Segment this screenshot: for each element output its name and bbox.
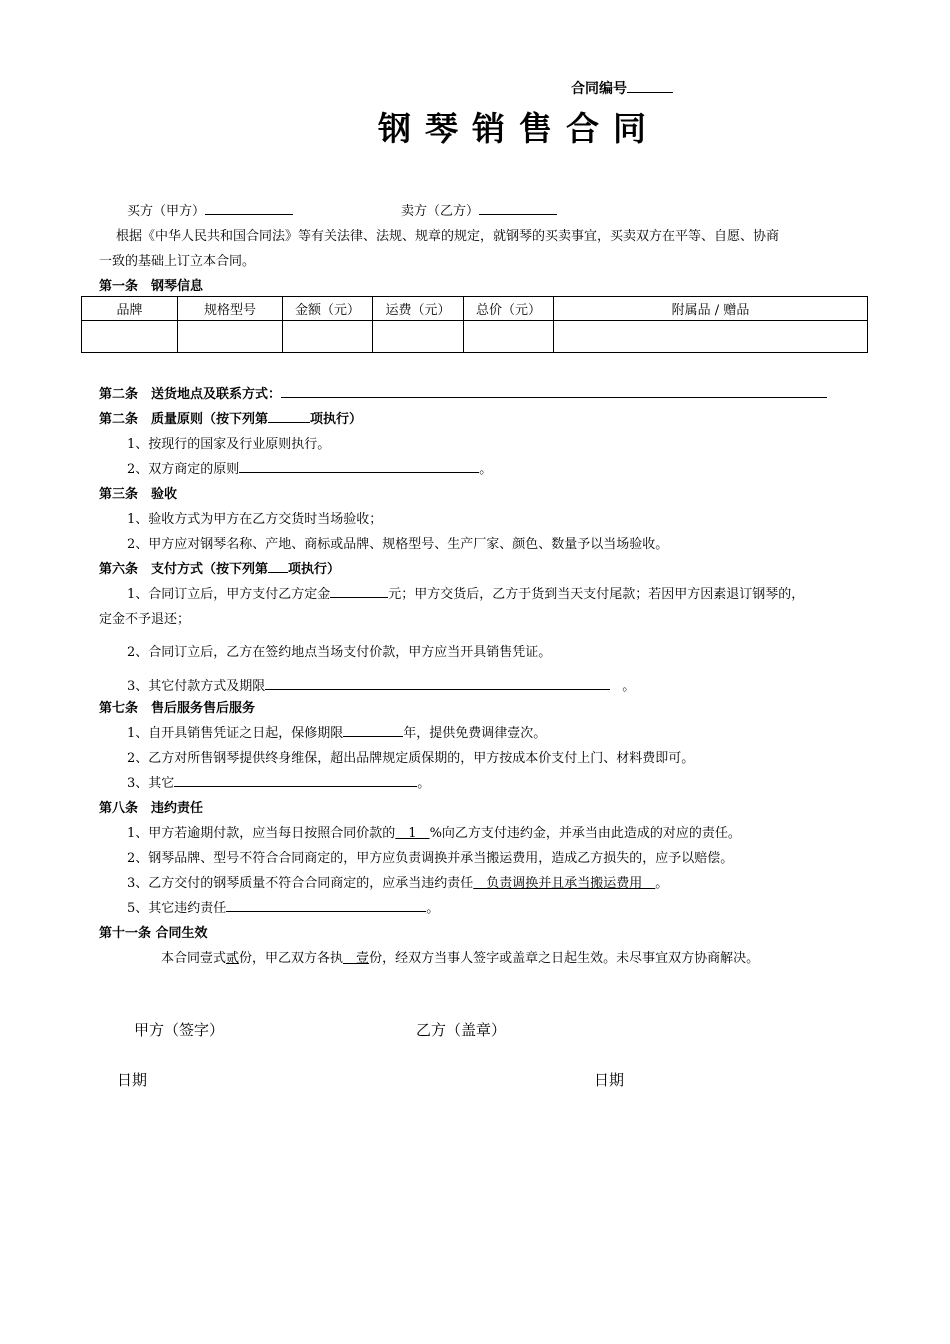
liability-item-1-pre: 1、甲方若逾期付款，应当每日按照合同价款的 (127, 826, 396, 841)
party-b-seal-label: 乙方（盖章） (416, 1021, 507, 1039)
contract-number-blank[interactable] (627, 78, 673, 93)
article-2b-heading (99, 408, 362, 427)
col-accessories: 附属品 / 赠品 (554, 297, 868, 321)
payment-item-3-post: 。 (622, 679, 636, 694)
col-model: 规格型号 (178, 297, 283, 321)
payment-item-3-pre: 3、其它付款方式及期限 (127, 679, 266, 694)
service-item-3-pre: 3、其它 (127, 776, 175, 791)
inspection-item-2: 2、甲方应对钢琴名称、产地、商标或品牌、规格型号、生产厂家、颜色、数量予以当场验收。 (127, 537, 669, 552)
liability-item-5 (127, 897, 439, 916)
service-item-2: 2、乙方对所售钢琴提供终身维保，超出品牌规定质保期的，甲方按成本价支付上门、材料费即可。 (127, 751, 695, 766)
cell-total[interactable] (464, 321, 554, 353)
copies-total[interactable]: 贰 (226, 951, 240, 966)
quality-heading-pre: 第二条 质量原则（按下列第 (99, 412, 269, 427)
delivery-blank[interactable] (281, 383, 827, 398)
payment-heading-pre: 第六条 支付方式（按下列第 (99, 562, 269, 577)
seller-line (401, 200, 557, 219)
contract-number (571, 78, 673, 98)
seller-liability-value[interactable]: 负责调换并且承当搬运费用 (473, 876, 656, 891)
col-amount: 金额（元） (283, 297, 373, 321)
page-title: 钢琴销售合同 (378, 109, 660, 148)
cell-freight[interactable] (373, 321, 464, 353)
liability-other-blank[interactable] (226, 897, 426, 912)
cell-accessories[interactable] (554, 321, 868, 353)
service-item-3-post: 。 (417, 776, 431, 791)
service-item-1-post: 年，提供免费调律壹次。 (403, 726, 547, 741)
effect-text-post: 份，经双方当事人签字或盖章之日起生效。未尽事宜双方协商解决。 (369, 951, 760, 966)
liability-item-5-pre: 5、其它违约责任 (127, 901, 227, 916)
liability-item-2: 2、钢琴品牌、型号不符合合同商定的，甲方应负责调换并承当搬运费用，造成乙方损失的，应予以赔偿。 (127, 851, 734, 866)
service-item-1 (127, 722, 546, 741)
service-other-blank[interactable] (174, 772, 417, 787)
service-item-1-pre: 1、自开具销售凭证之日起，保修期限 (127, 726, 344, 741)
article-7-heading: 第七条 售后服务售后服务 (99, 701, 256, 716)
copies-each[interactable]: 壹 (343, 951, 370, 966)
quality-item-2-pre: 2、双方商定的原则 (127, 462, 240, 477)
payment-item-1-post: 元；甲方交货后，乙方于货到当天支付尾款；若因甲方因素退订钢琴的， (388, 587, 805, 602)
effect-text-pre: 本合同壹式 (161, 951, 227, 966)
cell-model[interactable] (178, 321, 283, 353)
quality-item-2 (127, 458, 492, 477)
service-item-3 (127, 772, 430, 791)
liability-item-5-post: 。 (426, 901, 440, 916)
cell-brand[interactable] (82, 321, 178, 353)
payment-item-3 (127, 675, 635, 694)
payment-item-1 (127, 583, 804, 602)
table-row (82, 321, 868, 353)
payment-other-blank[interactable] (265, 675, 610, 690)
payment-option-blank[interactable] (268, 558, 288, 573)
effect-text-mid: 份，甲乙双方各执 (239, 951, 344, 966)
table-header-row (82, 297, 868, 321)
article-2a-heading: 第二条 送货地点及联系方式： (99, 387, 282, 402)
quality-option-blank[interactable] (268, 408, 310, 423)
effect-text (161, 947, 759, 966)
quality-item-1: 1、按现行的国家及行业原则执行。 (127, 437, 331, 452)
party-b-date-label: 日期 (594, 1071, 625, 1089)
contract-number-label: 合同编号 (571, 81, 627, 97)
liability-item-3-post: 。 (655, 876, 669, 891)
quality-heading-post: 项执行） (310, 412, 363, 427)
article-1-heading: 第一条 钢琴信息 (99, 279, 204, 294)
col-total: 总价（元） (464, 297, 554, 321)
buyer-blank[interactable] (205, 200, 293, 215)
col-freight: 运费（元） (373, 297, 464, 321)
piano-info-table (81, 296, 868, 353)
intro-line-1: 根据《中华人民共和国合同法》等有关法律、法规、规章的规定，就钢琴的买卖事宜，买卖双方在平等、自愿、协商 (116, 229, 780, 244)
quality-item-2-blank[interactable] (239, 458, 479, 473)
article-8-heading: 第八条 违约责任 (99, 801, 204, 816)
late-fee-rate[interactable]: 1 (395, 826, 430, 841)
delivery-line (99, 383, 827, 402)
liability-item-1 (127, 822, 741, 841)
payment-item-2: 2、合同订立后，乙方在签约地点当场支付价款，甲方应当开具销售凭证。 (127, 645, 552, 660)
article-6-heading (99, 558, 340, 577)
party-a-date-label: 日期 (117, 1071, 148, 1089)
quality-item-2-post: 。 (479, 462, 493, 477)
liability-item-3 (127, 872, 668, 891)
buyer-line (127, 200, 293, 219)
payment-item-1-pre: 1、合同订立后，甲方支付乙方定金 (127, 587, 331, 602)
inspection-item-1: 1、验收方式为甲方在乙方交货时当场验收； (127, 512, 383, 527)
party-a-signature-label: 甲方（签字） (134, 1021, 225, 1039)
liability-item-1-post: %向乙方支付违约金，并承当由此造成的对应的责任。 (429, 826, 741, 841)
seller-label: 卖方（乙方） (401, 204, 480, 219)
warranty-years-blank[interactable] (343, 722, 403, 737)
intro-line-2: 一致的基础上订立本合同。 (99, 254, 256, 269)
payment-heading-post: 项执行） (288, 562, 341, 577)
liability-item-3-pre: 3、乙方交付的钢琴质量不符合合同商定的，应承当违约责任 (127, 876, 474, 891)
article-11-heading: 第十一条 合同生效 (99, 926, 208, 941)
col-brand: 品牌 (82, 297, 178, 321)
payment-item-1-line-2: 定金不予退还； (99, 612, 191, 627)
seller-blank[interactable] (479, 200, 557, 215)
buyer-label: 买方（甲方） (127, 204, 206, 219)
cell-amount[interactable] (283, 321, 373, 353)
deposit-blank[interactable] (330, 583, 388, 598)
article-3-heading: 第三条 验收 (99, 487, 178, 502)
